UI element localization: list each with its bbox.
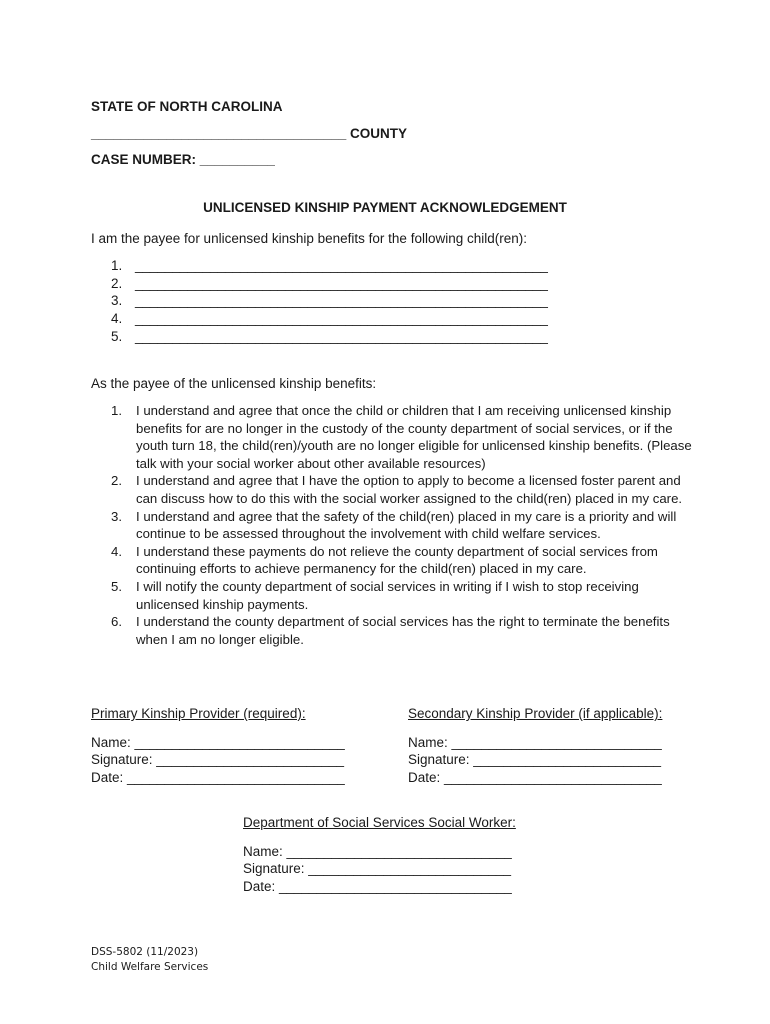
child-name-line: _______________________________________________________ [135,258,548,273]
secondary-provider-block [408,705,662,786]
social-worker-signature-field[interactable]: Signature: ___________________________ [243,861,512,877]
list-number: 3. [111,508,122,524]
primary-date-field[interactable]: Date: _____________________________ [91,769,345,785]
form-id: DSS-5802 (11/2023) [91,946,199,958]
list-item [111,578,701,613]
list-item [111,613,701,648]
list-number: 5. [111,578,122,594]
child-name-line: _______________________________________________________ [135,293,548,309]
secondary-name-field[interactable]: Name: ____________________________ [408,734,662,750]
list-number: 2. [111,275,123,291]
acknowledgement-text: I understand and agree that once the child or children that I am receiving unlicensed kinship benefits for are no longer in the custody of the county department of social services, or if the youth turn 18, the child(ren)/youth are no longer eligible for unlicensed kinship benefits. (Please talk with your social worker about other available resources) [136,403,692,471]
list-number: 1. [111,258,123,273]
secondary-signature-field[interactable]: Signature: _________________________ [408,752,661,768]
list-item [111,472,701,507]
list-item [111,329,548,347]
list-item [111,508,701,543]
case-number-line: CASE NUMBER: __________ [91,152,275,167]
social-worker-date-field[interactable]: Date: _______________________________ [243,878,512,894]
list-number: 3. [111,293,123,309]
document-title: UNLICENSED KINSHIP PAYMENT ACKNOWLEDGEMENT [203,200,567,215]
social-worker-heading: Department of Social Services Social Worker: [243,815,516,830]
list-number: 6. [111,614,122,630]
primary-signature-field[interactable]: Signature: _________________________ [91,752,344,768]
list-item [111,402,701,472]
primary-provider-block [91,705,345,786]
list-item [111,258,548,276]
acknowledgement-text: I understand and agree that I have the option to apply to become a licensed foster parent and can discuss how to do this with the social worker assigned to the child(ren) placed in my care. [136,473,683,506]
acknowledgement-text: I understand these payments do not relieve the county department of social services from continuing efforts to achieve permanency for the child(ren) placed in my care. [136,543,658,577]
social-worker-name-field[interactable]: Name: ______________________________ [243,843,512,859]
list-number: 4. [111,311,123,327]
list-item [111,293,548,311]
acknowledgement-text: I understand and agree that the safety of the child(ren) placed in my care is a priority and will continue to be assessed throughout the involvement with child welfare services. [136,508,677,542]
social-worker-block [243,814,516,895]
form-footer [91,945,208,975]
list-number: 5. [111,328,123,344]
child-name-line: _______________________________________________________ [135,328,548,344]
list-item [111,276,548,294]
county-line: __________________________________ COUNTY [91,126,408,141]
state-heading: STATE OF NORTH CAROLINA [91,99,283,114]
secondary-date-field[interactable]: Date: _____________________________ [408,769,662,785]
payee-statement: I am the payee for unlicensed kinship benefits for the following child(ren): [91,231,527,246]
primary-provider-heading: Primary Kinship Provider (required): [91,706,306,721]
list-item [111,311,548,329]
acknowledgement-text: I will notify the county department of social services in writing if I wish to stop receiving unlicensed kinship payments. [136,578,639,612]
list-item [111,543,701,578]
acknowledgement-text: I understand the county department of social services has the right to terminate the benefits when I am no longer eligible. [136,614,670,647]
child-name-line: _______________________________________________________ [135,275,548,291]
secondary-provider-heading: Secondary Kinship Provider (if applicable): [408,706,663,721]
primary-name-field[interactable]: Name: ____________________________ [91,734,345,750]
acknowledgements-list [111,402,701,648]
list-number: 2. [111,473,122,489]
payee-benefits-intro: As the payee of the unlicensed kinship benefits: [91,376,377,391]
list-number: 4. [111,543,122,559]
division-name: Child Welfare Services [91,961,209,973]
child-name-line: _______________________________________________________ [135,311,548,327]
children-list [111,258,548,346]
list-number: 1. [111,403,122,418]
